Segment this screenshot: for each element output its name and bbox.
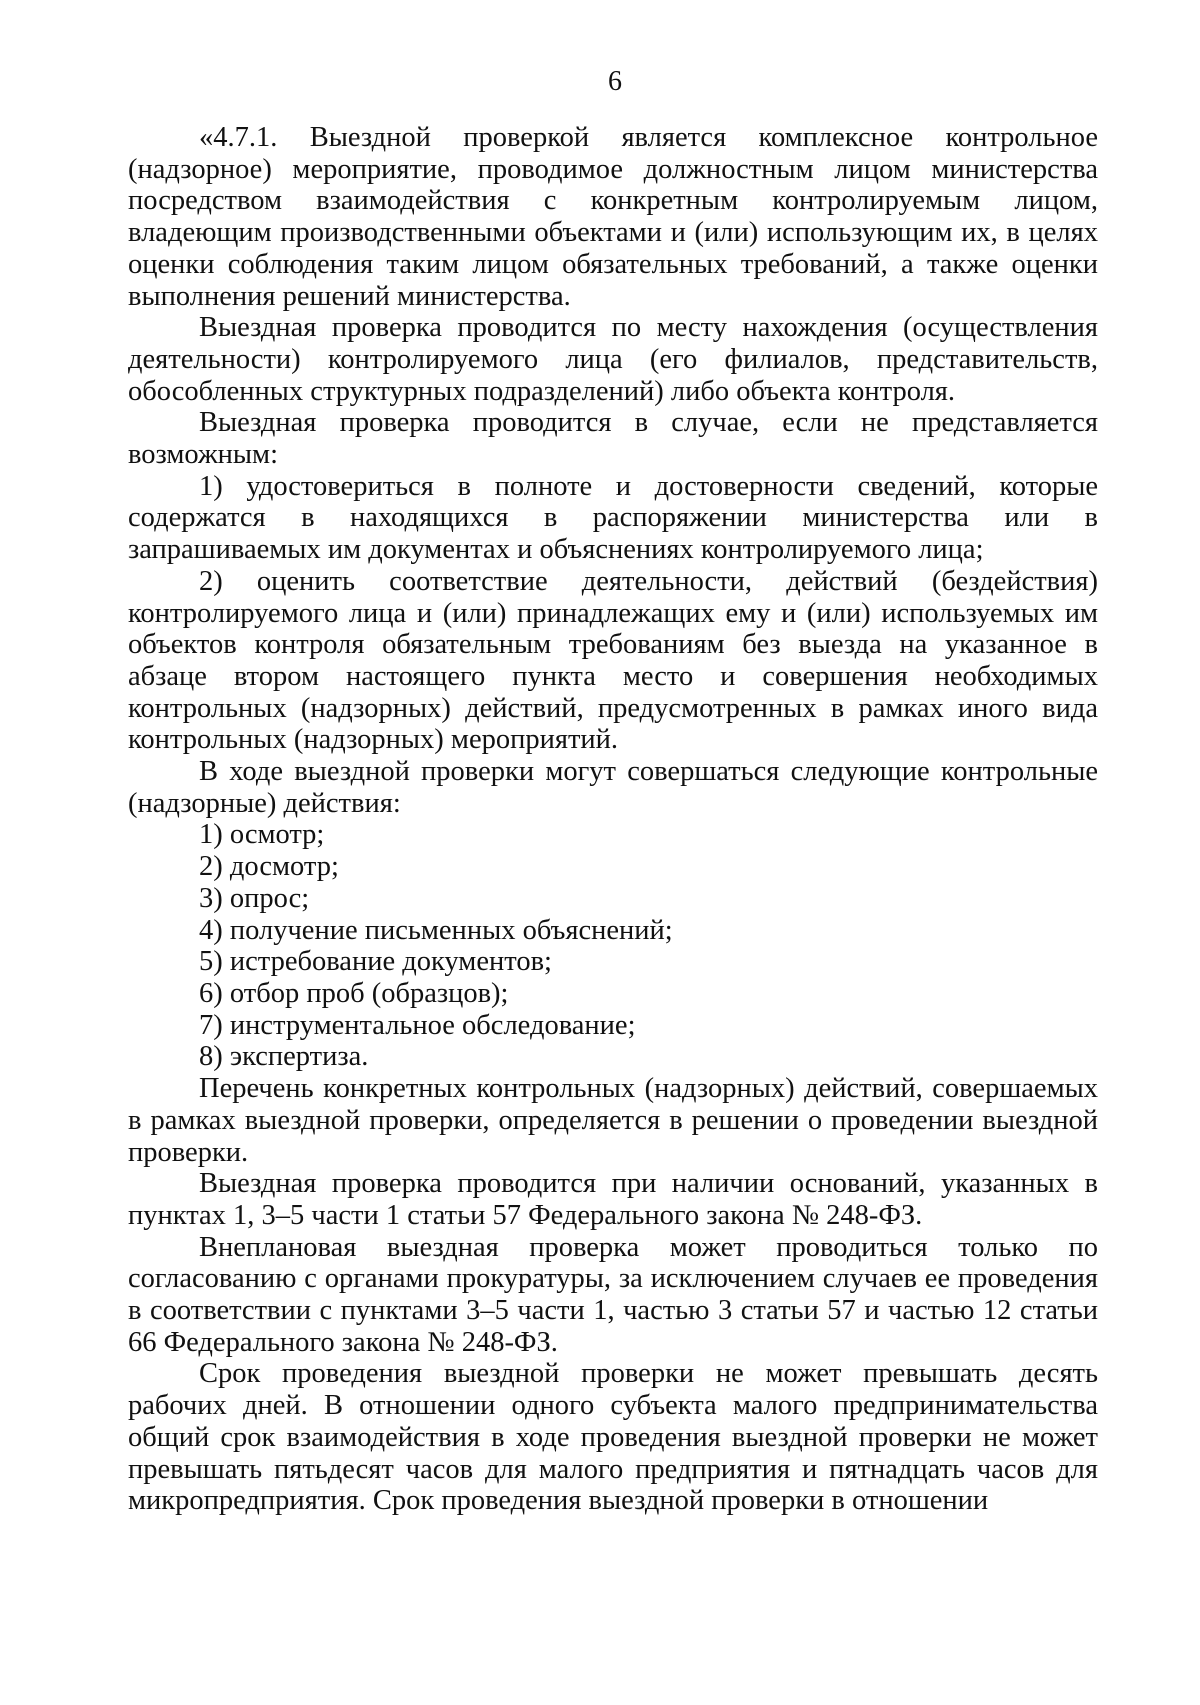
paragraph-control-actions-intro: В ходе выездной проверки могут совершаться следующие контрольные (надзорные) действия: xyxy=(128,756,1098,819)
page-number: 6 xyxy=(608,66,622,97)
action-item-3: 3) опрос; xyxy=(199,882,310,914)
document-body xyxy=(128,122,1098,1517)
condition-item-2: 2) оценить соответствие деятельности, действий (бездействия) контролируемого лица и (или) принадлежащих ему и (или) используемых им объектов контроля обязательным требованиям без выезда на указанное в абзаце втором настоящего пункта место и совершения необходимых контрольных (надзорных) действий, предусмотренных в рамках иного вида контрольных (надзорных) мероприятий. xyxy=(128,565,1098,756)
condition-item-1: 1) удостовериться в полноте и достоверности сведений, которые содержатся в находящихся в распоряжении министерства или в запрашиваемых им документах и объяснениях контролируемого лица; xyxy=(128,470,1098,566)
paragraph-actions-determined: Перечень конкретных контрольных (надзорных) действий, совершаемых в рамках выездной проверки, определяется в решении о проведении выездной проверки. xyxy=(128,1073,1098,1168)
action-item-2: 2) досмотр; xyxy=(199,851,339,883)
action-item-4: 4) получение письменных объяснений; xyxy=(199,914,673,946)
paragraph-inspection-grounds: Выездная проверка проводится при наличии оснований, указанных в пунктах 1, 3–5 части 1 статьи 57 Федерального закона № 248-ФЗ. xyxy=(128,1168,1098,1231)
action-item-6: 6) отбор проб (образцов); xyxy=(199,977,509,1009)
paragraph-inspection-location: Выездная проверка проводится по месту нахождения (осуществления деятельности) контролируемого лица (его филиалов, представительств, обособленных структурных подразделений) либо объекта контроля. xyxy=(128,312,1098,407)
paragraph-inspection-conditions: Выездная проверка проводится в случае, если не представляется возможным: xyxy=(128,407,1098,471)
paragraph-unscheduled-inspection: Внеплановая выездная проверка может проводиться только по согласованию с органами прокуратуры, за исключением случаев ее проведения в соответствии с пунктами 3–5 части 1, частью 3 статьи 57 и частью 12 статьи 66 Федерального закона № 248-ФЗ. xyxy=(128,1231,1098,1358)
action-item-5: 5) истребование документов; xyxy=(199,946,552,978)
action-item-1: 1) осмотр; xyxy=(199,819,325,851)
paragraph-4-7-1-definition: «4.7.1. Выездной проверкой является комплексное контрольное (надзорное) мероприятие, проводимое должностным лицом министерства посредством взаимодействия с конкретным контролируемым лицом, владеющим производственными объектами и (или) использующим их, в целях оценки соблюдения таким лицом обязательных требований, а также оценки выполнения решений министерства. xyxy=(128,122,1098,312)
action-item-7: 7) инструментальное обследование; xyxy=(199,1009,636,1041)
action-item-8: 8) экспертиза. xyxy=(199,1041,369,1073)
paragraph-inspection-duration: Срок проведения выездной проверки не может превышать десять рабочих дней. В отношении одного субъекта малого предпринимательства общий срок взаимодействия в ходе проведения выездной проверки не может превышать пятьдесят часов для малого предприятия и пятнадцать часов для микропредприятия. Срок проведения выездной проверки в отношении xyxy=(128,1358,1098,1517)
